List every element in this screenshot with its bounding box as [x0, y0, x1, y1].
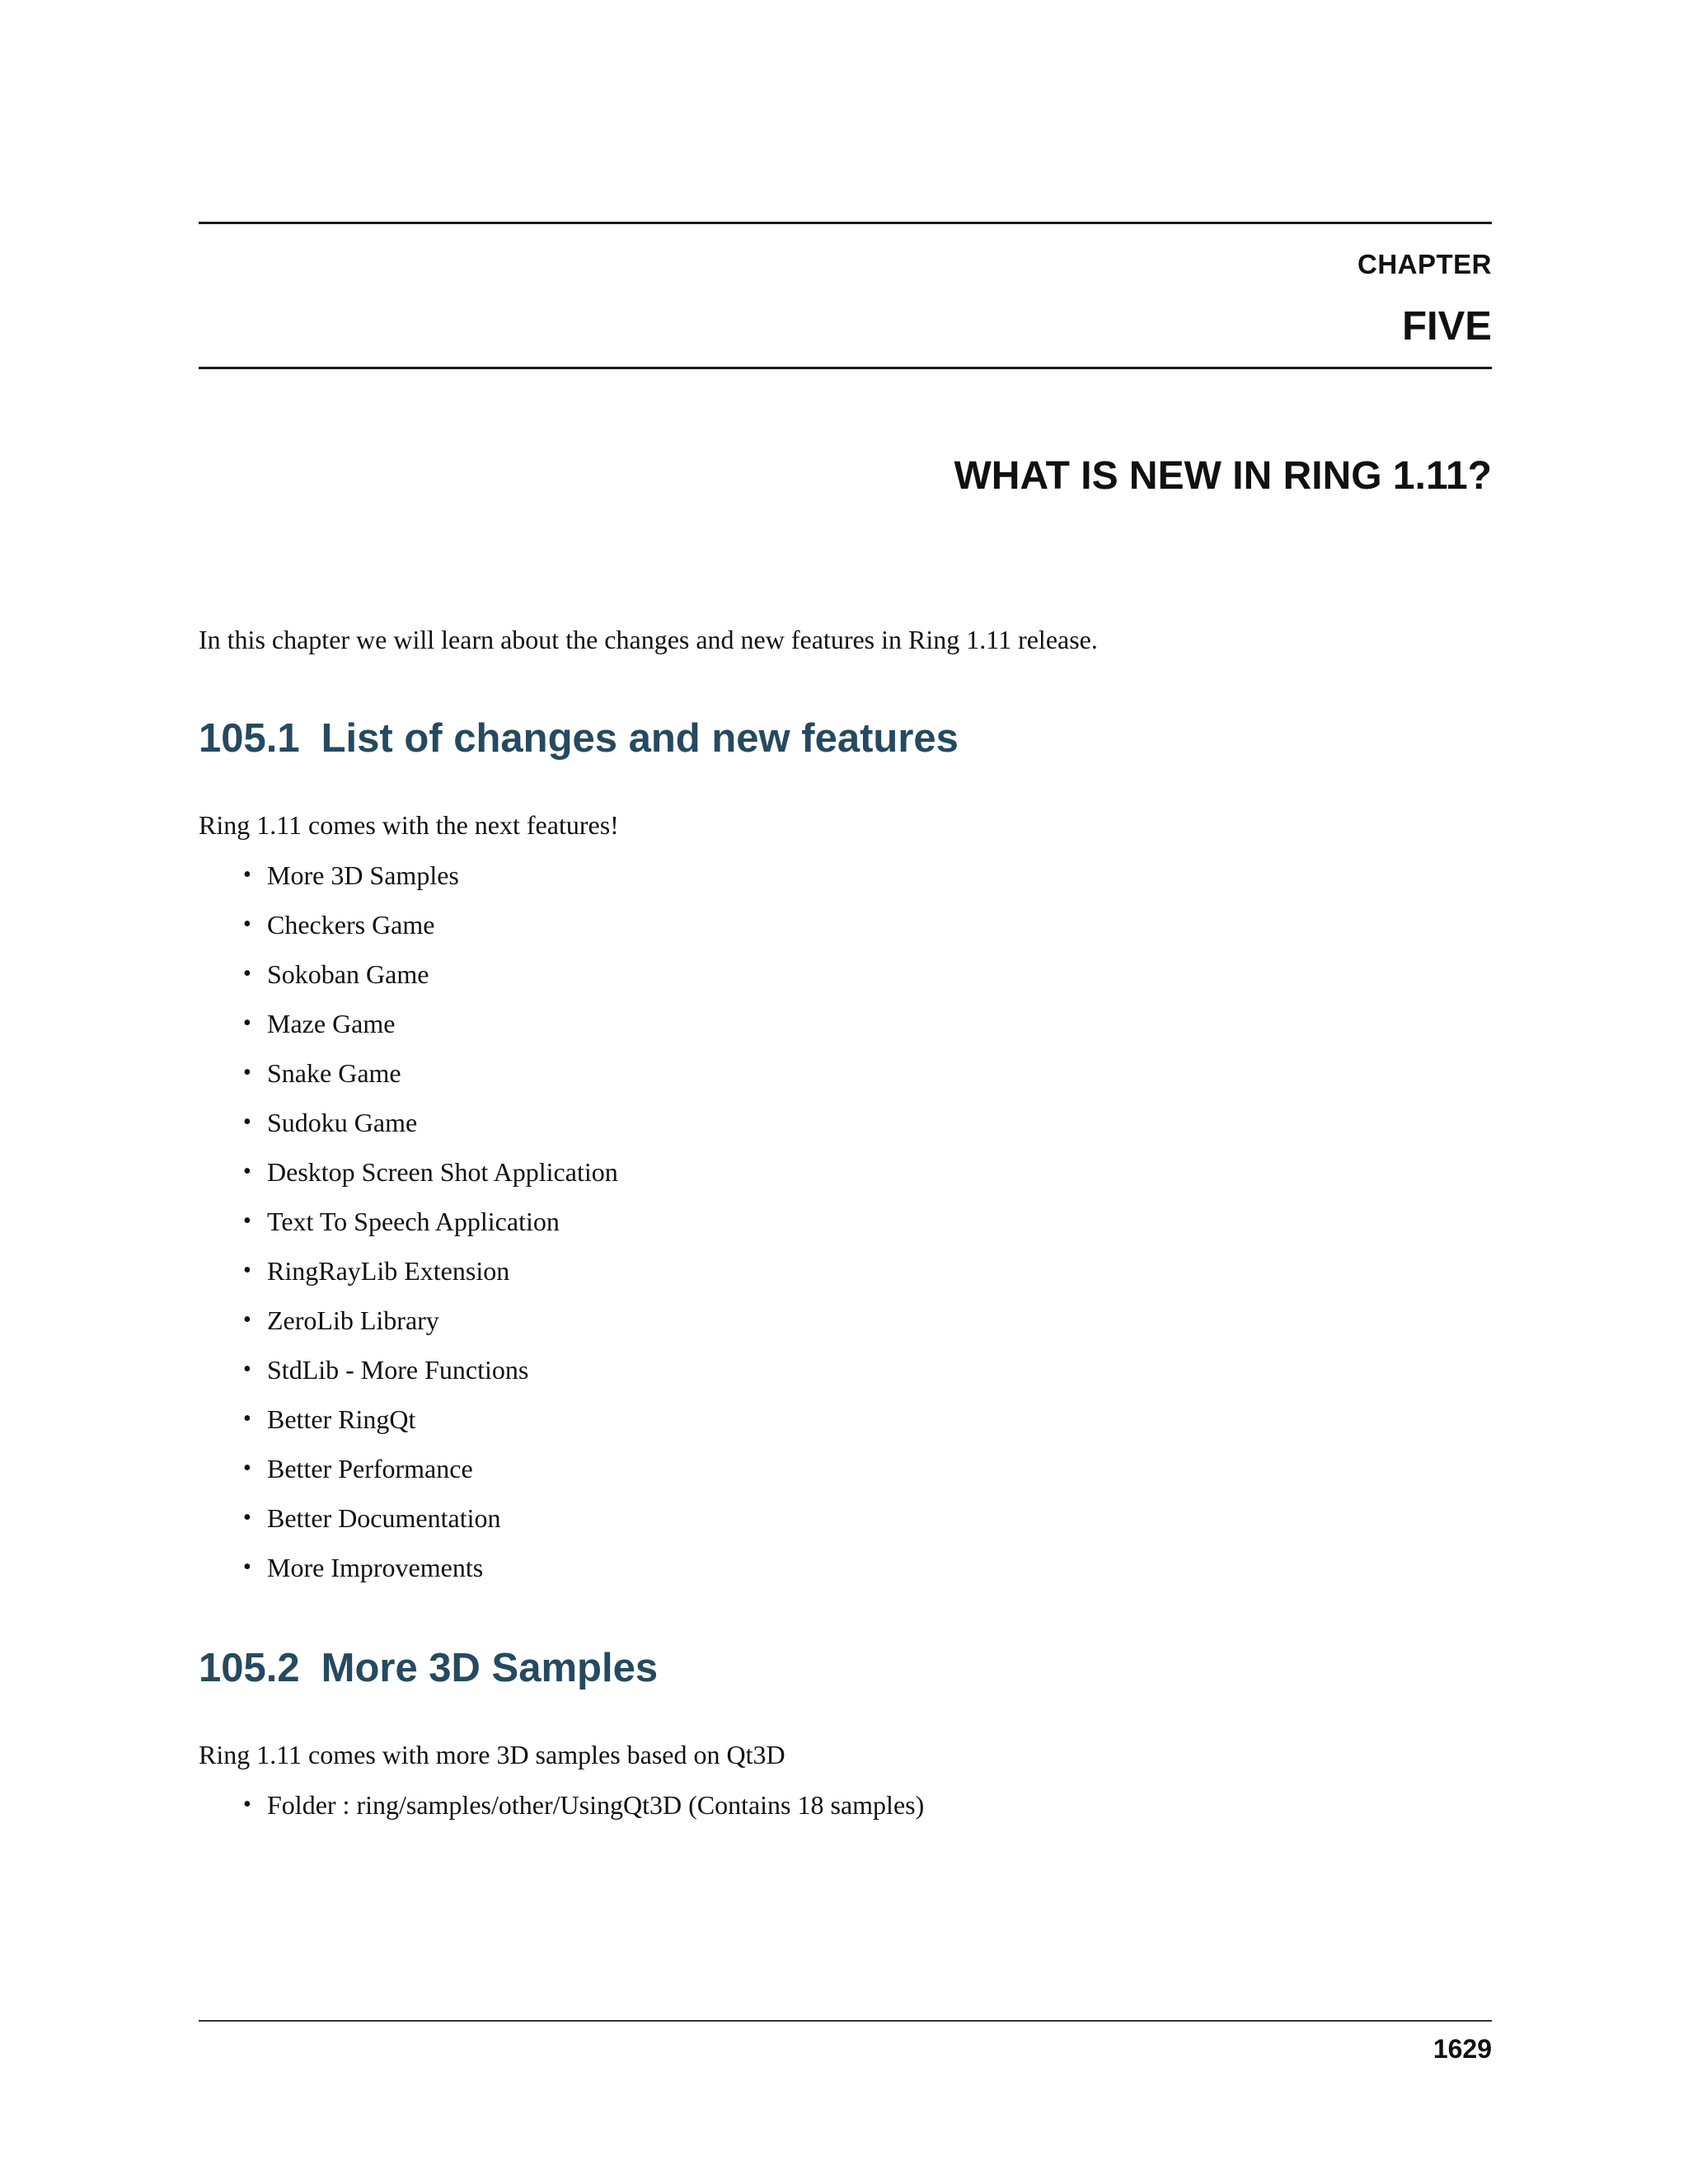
chapter-bottom-rule [199, 367, 1492, 369]
bullet-icon: • [243, 1258, 251, 1283]
bullet-icon: • [243, 1159, 251, 1184]
bullet-icon: • [243, 1010, 251, 1036]
section-number: 105.1 [199, 716, 300, 761]
list-item: • RingRayLib Extension [199, 1246, 618, 1296]
bullet-icon: • [243, 1357, 251, 1382]
list-item: • Better RingQt [199, 1394, 618, 1444]
bullet-icon: • [243, 1208, 251, 1234]
bullet-icon: • [243, 1060, 251, 1085]
list-item: • Sokoban Game [199, 949, 618, 999]
list-item: • Better Documentation [199, 1493, 618, 1543]
list-item: • Better Performance [199, 1444, 618, 1493]
bullet-icon: • [243, 1406, 251, 1432]
list-item: • Sudoku Game [199, 1098, 618, 1147]
list-item: • StdLib - More Functions [199, 1345, 618, 1394]
chapter-top-rule [199, 222, 1492, 224]
bullet-icon: • [243, 1307, 251, 1333]
section2-lead-paragraph: Ring 1.11 comes with more 3D samples based on Qt3D [199, 1740, 785, 1769]
bullet-icon: • [243, 1792, 251, 1817]
list-item: • Checkers Game [199, 900, 618, 949]
samples-list [199, 1780, 924, 1830]
list-item: • Maze Game [199, 999, 618, 1048]
section-heading-105-1 [199, 715, 959, 762]
section-heading-105-2 [199, 1645, 658, 1691]
section-title: List of changes and new features [321, 716, 959, 761]
bullet-icon: • [243, 1554, 251, 1580]
bullet-icon: • [243, 912, 251, 937]
bullet-icon: • [243, 1505, 251, 1530]
list-item: • More Improvements [199, 1543, 618, 1592]
chapter-number: FIVE [1402, 304, 1492, 349]
intro-paragraph: In this chapter we will learn about the changes and new features in Ring 1.11 release. [199, 625, 1098, 654]
section-number: 105.2 [199, 1646, 300, 1690]
bullet-icon: • [243, 961, 251, 987]
list-item: • Desktop Screen Shot Application [199, 1147, 618, 1197]
bullet-icon: • [243, 1109, 251, 1135]
list-item: • Text To Speech Application [199, 1197, 618, 1246]
bullet-icon: • [243, 1455, 251, 1481]
features-list [199, 851, 618, 1592]
list-item: • Folder : ring/samples/other/UsingQt3D (Contains 18 samples) [199, 1780, 924, 1830]
document-page [199, 0, 1492, 2184]
chapter-label: CHAPTER [1357, 249, 1492, 279]
footer-rule [199, 2020, 1492, 2022]
chapter-title: WHAT IS NEW IN RING 1.11? [954, 454, 1492, 498]
bullet-icon: • [243, 862, 251, 888]
list-item: • More 3D Samples [199, 851, 618, 900]
section1-lead-paragraph: Ring 1.11 comes with the next features! [199, 810, 619, 840]
page-number: 1629 [1432, 2034, 1492, 2064]
list-item: • Snake Game [199, 1048, 618, 1098]
list-item: • ZeroLib Library [199, 1296, 618, 1345]
section-title: More 3D Samples [321, 1646, 659, 1690]
